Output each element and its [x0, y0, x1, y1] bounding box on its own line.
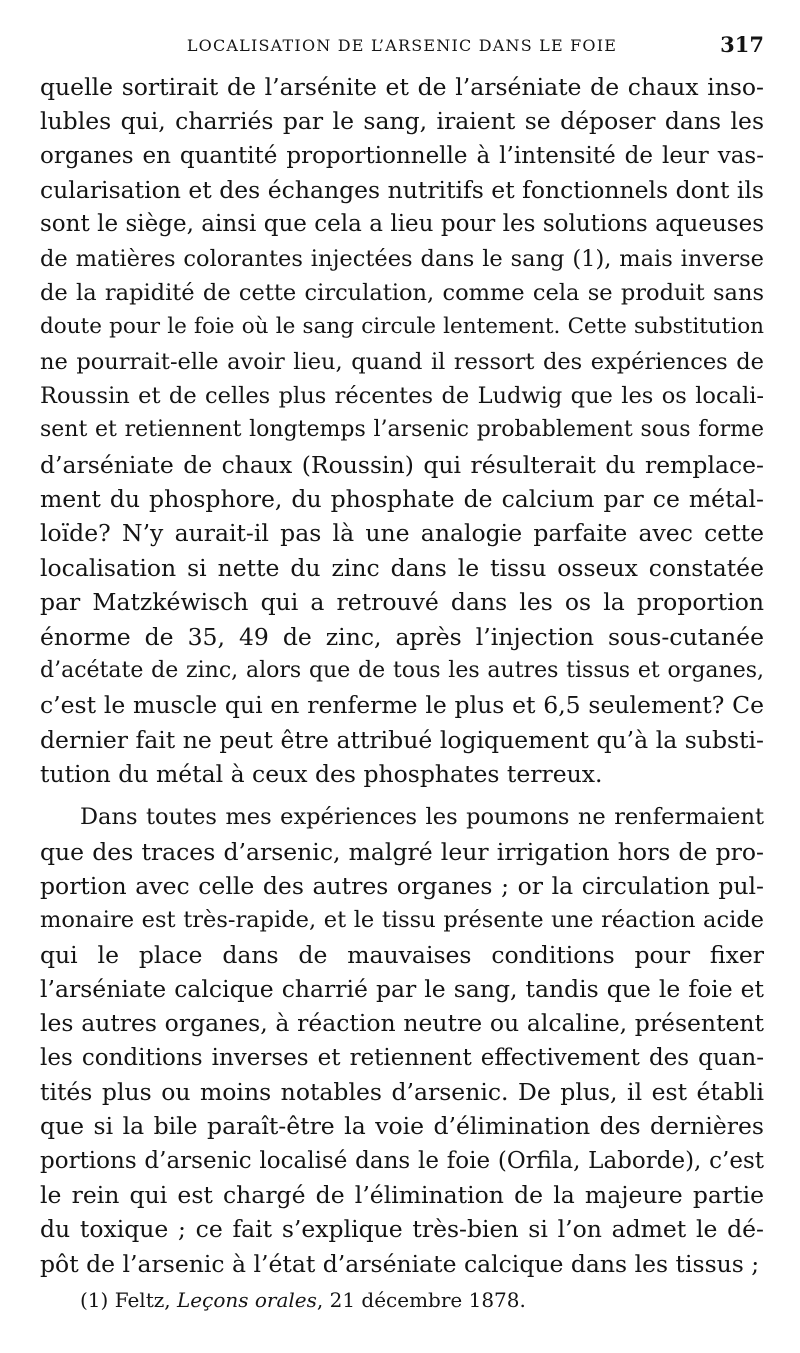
text-line: les conditions inverses et retiennent effectivement des quan-	[40, 1044, 764, 1071]
text-line: du toxique ; ce fait s’explique très-bien si l’on admet le dé-	[40, 1215, 764, 1244]
text-line: quelle sortirait de l’arsénite et de l’arséniate de chaux inso-	[40, 73, 764, 101]
text-line: loïde? N’y aurait-il pas là une analogie parfaite avec cette	[40, 519, 764, 548]
text-line: localisation si nette du zinc dans le tissu osseux constatée	[40, 553, 764, 582]
text-line: sent et retiennent longtemps l’arsenic probablement sous forme	[40, 417, 764, 443]
paragraph-2	[40, 800, 764, 1281]
text-line: énorme de 35, 49 de zinc, après l’injection sous-cutanée	[40, 622, 764, 651]
text-line: Dans toutes mes expériences les poumons ne renfermaient	[80, 804, 764, 831]
paragraph-1	[40, 70, 764, 791]
footnote-title: Leçons orales	[177, 1288, 317, 1312]
text-line: le rein qui est chargé de l’élimination de la majeure partie	[40, 1181, 764, 1209]
text-line: cularisation et des échanges nutritifs et fonctionnels dont ils	[40, 176, 764, 205]
text-line: ne pourrait-elle avoir lieu, quand il ressort des expériences de	[40, 348, 764, 375]
text-line: monaire est très-rapide, et le tissu présente une réaction acide	[40, 907, 764, 934]
footnote	[80, 1288, 764, 1312]
text-line: les autres organes, à réaction neutre ou alcaline, présentent	[40, 1009, 764, 1038]
text-line: tution du métal à ceux des phosphates terreux.	[40, 759, 603, 788]
text-line: portion avec celle des autres organes ; or la circulation pul-	[40, 871, 764, 900]
body-text	[40, 70, 764, 1281]
text-line: que si la bile paraît-être la voie d’élimination des dernières	[40, 1112, 764, 1141]
text-line: Roussin et de celles plus récentes de Ludwig que les os locali-	[40, 383, 764, 410]
text-line: ment du phosphore, du phosphate de calcium par ce métal-	[40, 485, 764, 514]
text-line: dernier fait ne peut être attribué logiquement qu’à la substi-	[40, 725, 764, 754]
running-head	[40, 32, 764, 60]
text-line: que des traces d’arsenic, malgré leur irrigation hors de pro-	[40, 837, 764, 866]
text-line: c’est le muscle qui en renferme le plus et 6,5 seulement? Ce	[40, 691, 764, 720]
footnote-date: , 21 décembre 1878.	[316, 1288, 526, 1312]
text-line: qui le place dans de mauvaises conditions pour fixer	[40, 940, 764, 969]
text-line: doute pour le foie où le sang circule lentement. Cette substitution	[40, 314, 764, 340]
text-line: d’acétate de zinc, alors que de tous les autres tissus et organes,	[40, 657, 764, 683]
text-line: lubles qui, charriés par le sang, iraient se déposer dans les	[40, 107, 764, 136]
text-line: de matières colorantes injectées dans le sang (1), mais inverse	[40, 245, 764, 272]
text-line: portions d’arsenic localisé dans le foie (Orfila, Laborde), c’est	[40, 1147, 764, 1174]
text-line: tités plus ou moins notables d’arsenic. De plus, il est établi	[40, 1077, 764, 1106]
text-line: d’arséniate de chaux (Roussin) qui résulterait du remplace-	[40, 450, 764, 479]
text-line: sont le siège, ainsi que cela a lieu pour les solutions aqueuses	[40, 211, 764, 238]
footnote-marker: (1) Feltz,	[80, 1288, 171, 1312]
running-title: LOCALISATION DE L’ARSENIC DANS LE FOIE	[186, 36, 618, 55]
page-number: 317	[720, 32, 764, 57]
text-line: de la rapidité de cette circulation, comme cela se produit sans	[40, 280, 764, 307]
text-line: l’arséniate calcique charrié par le sang, tandis que le foie et	[40, 974, 764, 1003]
text-line: pôt de l’arsenic à l’état d’arséniate calcique dans les tissus ;	[40, 1249, 760, 1278]
text-line: par Matzkéwisch qui a retrouvé dans les os la proportion	[40, 588, 764, 617]
text-line: organes en quantité proportionnelle à l’intensité de leur vas-	[40, 142, 764, 169]
